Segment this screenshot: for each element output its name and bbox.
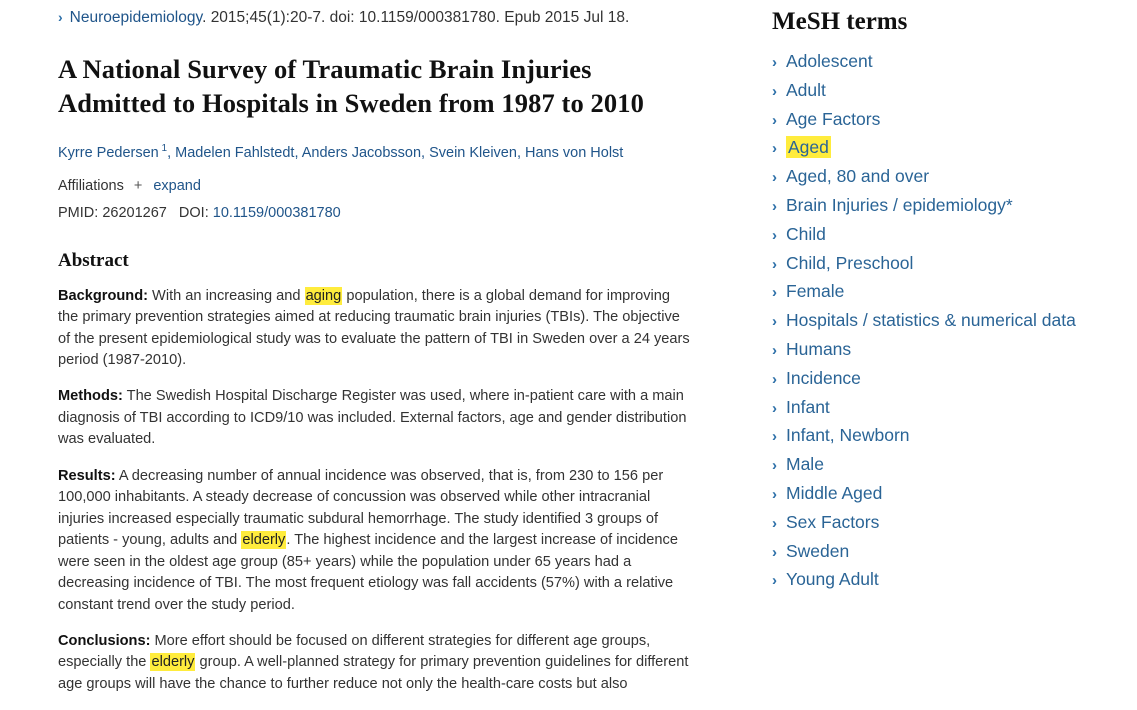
expand-affiliations-link[interactable]: expand <box>153 177 201 194</box>
mesh-term-item[interactable] <box>772 194 1132 218</box>
abstract-text: More effort should be focused on different strategies for different age groups, especially the <box>58 632 651 671</box>
identifiers-row <box>58 204 698 223</box>
mesh-term-label[interactable]: Humans <box>786 338 852 359</box>
chevron-right-icon[interactable]: › <box>772 140 777 158</box>
doi-label: DOI: <box>178 204 209 221</box>
abstract-text: A decreasing number of annual incidence was observed, that is, from 230 to 156 per 100,000 inhabitants. A steady decrease of concussion was observed while other intracranial injuries increased especially traumatic subdural hemorrhage. The study identified 3 groups of patients - young, adults and <box>58 467 664 549</box>
pmid-label: PMID: <box>58 204 99 221</box>
chevron-right-icon[interactable]: › <box>772 514 777 532</box>
mesh-term-item[interactable] <box>772 280 1132 304</box>
highlighted-text: aging <box>305 287 342 304</box>
chevron-right-icon[interactable]: › <box>772 313 777 331</box>
mesh-term-item[interactable] <box>772 223 1132 247</box>
chevron-right-icon[interactable]: › <box>772 370 777 388</box>
citation-line <box>58 8 698 28</box>
chevron-right-icon[interactable]: › <box>772 169 777 187</box>
mesh-term-label[interactable]: Adolescent <box>786 51 873 71</box>
chevron-right-icon[interactable]: › <box>772 399 777 417</box>
abstract-section-label: Conclusions: <box>58 632 151 649</box>
mesh-term-label[interactable]: Infant, Newborn <box>786 425 910 446</box>
mesh-term-label[interactable]: Infant <box>786 396 830 417</box>
abstract-text: With an increasing and <box>148 287 305 304</box>
mesh-term-label[interactable]: Middle Aged <box>786 482 883 503</box>
abstract-section <box>58 286 693 372</box>
chevron-right-icon: › <box>58 9 63 25</box>
chevron-right-icon[interactable]: › <box>772 341 777 359</box>
chevron-right-icon[interactable]: › <box>772 572 777 590</box>
mesh-term-label[interactable]: Incidence <box>786 367 861 388</box>
plus-icon[interactable]: + <box>133 177 143 194</box>
mesh-term-label[interactable]: Age Factors <box>786 108 881 129</box>
mesh-term-item[interactable] <box>772 367 1132 391</box>
chevron-right-icon[interactable]: › <box>772 255 777 273</box>
abstract-section-label: Background: <box>58 287 148 304</box>
mesh-term-item[interactable] <box>772 453 1132 477</box>
mesh-term-label[interactable]: Young Adult <box>786 569 879 590</box>
chevron-right-icon[interactable]: › <box>772 226 777 244</box>
abstract-section <box>58 466 693 617</box>
mesh-term-label[interactable]: Adult <box>786 79 826 100</box>
mesh-term-item[interactable] <box>772 396 1132 420</box>
abstract-section-label: Results: <box>58 467 116 484</box>
chevron-right-icon[interactable]: › <box>772 428 777 446</box>
mesh-term-label[interactable]: Sex Factors <box>786 511 880 532</box>
abstract-section <box>58 631 693 696</box>
mesh-term-label[interactable]: Child, Preschool <box>786 252 914 273</box>
abstract-text: . The highest incidence and the largest increase of incidence were seen in the oldest age group (85+ years) while the population under 65 years had a decreasing incidence of TBI. The most frequent etiology was fall accidents (57%) with a relative constant trend over the study period. <box>58 532 678 613</box>
mesh-term-label[interactable]: Sweden <box>786 540 850 561</box>
chevron-right-icon[interactable]: › <box>772 111 777 129</box>
doi-link[interactable]: 10.1159/000381780 <box>212 204 341 221</box>
abstract-text: The Swedish Hospital Discharge Register was used, where in-patient care with a main diagnosis of TBI according to ICD9/10 was included. External factors, age and gender distribution was evaluated. <box>58 388 687 448</box>
mesh-term-label[interactable]: Hospitals / statistics & numerical data <box>786 310 1076 331</box>
mesh-terms-panel <box>772 0 1132 597</box>
pmid-value: 26201267 <box>102 204 167 221</box>
page-title: A National Survey of Traumatic Brain Injuries Admitted to Hospitals in Sweden from 1987 to 2010 <box>58 54 644 118</box>
abstract-text: group. A well-planned strategy for primary prevention guidelines for different age groups will have the chance to further reduce not only the health-care costs but also <box>58 654 689 692</box>
mesh-terms-heading: MeSH terms <box>772 8 908 35</box>
affiliations-label: Affiliations <box>58 177 124 194</box>
chevron-right-icon[interactable]: › <box>772 457 777 475</box>
mesh-term-item[interactable] <box>772 511 1132 535</box>
chevron-right-icon[interactable]: › <box>772 284 777 302</box>
citation-details: . 2015;45(1):20-7. doi: 10.1159/000381780. Epub 2015 Jul 18. <box>202 9 630 26</box>
author-list <box>58 139 698 163</box>
chevron-right-icon[interactable]: › <box>772 485 777 503</box>
author-link[interactable]: Hans von Holst <box>525 144 624 161</box>
abstract-heading: Abstract <box>58 249 129 271</box>
author-separator: , <box>516 144 525 161</box>
author-link[interactable]: Anders Jacobsson <box>301 144 422 161</box>
journal-link[interactable]: Neuroepidemiology <box>69 9 203 26</box>
chevron-right-icon[interactable]: › <box>772 54 777 71</box>
abstract-section-label: Methods: <box>58 388 123 405</box>
mesh-term-label[interactable]: Child <box>786 223 826 244</box>
author-separator: , <box>294 144 302 161</box>
highlighted-text: elderly <box>151 654 195 671</box>
mesh-term-item[interactable] <box>772 165 1132 189</box>
mesh-term-label[interactable]: Aged <box>788 137 829 158</box>
mesh-terms-list <box>772 50 1132 592</box>
mesh-term-item[interactable] <box>772 482 1132 506</box>
abstract-body <box>58 286 698 695</box>
mesh-term-label[interactable]: Male <box>786 454 824 475</box>
chevron-right-icon[interactable]: › <box>772 543 777 561</box>
mesh-term-item[interactable] <box>772 108 1132 132</box>
mesh-term-label[interactable]: Female <box>786 281 845 302</box>
abstract-section <box>58 386 693 451</box>
mesh-term-item[interactable] <box>772 540 1132 564</box>
author-separator: , <box>421 144 430 161</box>
mesh-term-label[interactable]: Brain Injuries / epidemiology* <box>786 194 1013 215</box>
author-affiliation-marker[interactable]: 1 <box>158 143 168 154</box>
author-link[interactable]: Svein Kleiven <box>429 144 517 161</box>
abstract-text: population, there is a global demand for improving the primary prevention strategies aimed at reducing traumatic brain injuries (TBIs). The objective of the present epidemiological study was to evaluate the pattern of TBI in Sweden over a 24 years period (1987-2010). <box>58 287 690 369</box>
mesh-term-item[interactable] <box>772 424 1132 448</box>
mesh-term-item[interactable] <box>772 309 1132 333</box>
chevron-right-icon[interactable]: › <box>772 82 777 100</box>
mesh-term-item[interactable] <box>772 568 1132 592</box>
mesh-term-item[interactable] <box>772 252 1132 276</box>
mesh-term-item[interactable] <box>772 79 1132 103</box>
highlighted-text: elderly <box>242 532 286 549</box>
chevron-right-icon[interactable]: › <box>772 197 777 215</box>
article-column <box>58 0 698 710</box>
author-separator: , <box>167 144 176 161</box>
mesh-term-label[interactable]: Aged, 80 and over <box>786 166 930 187</box>
author-link[interactable]: Madelen Fahlstedt <box>175 144 295 161</box>
mesh-term-item[interactable] <box>772 136 1132 160</box>
affiliations-row <box>58 177 698 196</box>
mesh-term-item[interactable] <box>772 50 1132 74</box>
author-link[interactable]: Kyrre Pedersen <box>58 144 159 161</box>
mesh-term-item[interactable] <box>772 338 1132 362</box>
